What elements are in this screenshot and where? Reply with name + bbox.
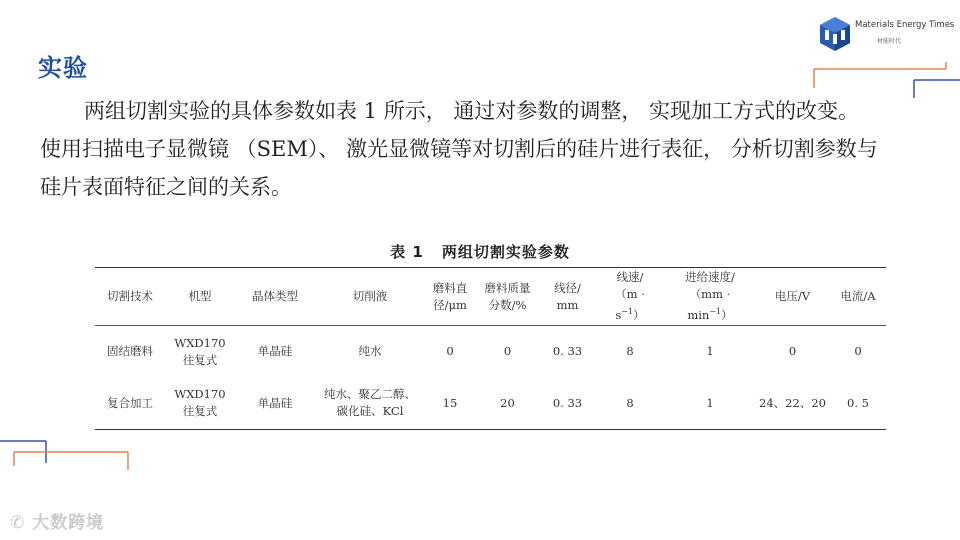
header-cell: 线径/ mm [540, 268, 595, 326]
header-cell: 进给速度/ $(mm \cdot \min^{-1})$ [665, 268, 755, 326]
table-cell: 纯水 [358, 344, 382, 359]
table-cell: 1 [706, 344, 714, 359]
watermark-icon: ✆ [10, 513, 33, 533]
body-paragraph [40, 92, 885, 206]
header-cell: 磨料直 径/μm [425, 268, 475, 326]
table-cell: 0 [854, 344, 862, 359]
header-cell: 磨料质量 分数/% [475, 268, 540, 326]
table-cell: 8 [595, 378, 665, 430]
table-cell: 复合加工 [95, 378, 165, 430]
table-cell: WXD170 往复式 [174, 335, 226, 367]
table-cell: 0 [446, 344, 454, 359]
brand-logo [819, 16, 955, 56]
table-cell: 0. 33 [540, 378, 595, 430]
table-cell: 24、22、20 [755, 378, 830, 430]
header-cell: 电压/V [755, 268, 830, 326]
header-cell: 机型 [165, 268, 235, 326]
logo-subname: 材能时代 [877, 38, 902, 45]
table-cell: 0 [788, 344, 797, 359]
header-cell: 晶体类型 [235, 268, 315, 326]
table-caption [0, 241, 960, 262]
table-cell: 15 [425, 378, 475, 430]
table-cell: 0. 5 [830, 378, 886, 430]
table-row [95, 378, 886, 430]
header-cell: 切割技术 [95, 268, 165, 326]
watermark [10, 508, 104, 533]
parameters-table [95, 267, 886, 430]
logo-name: Materials Energy Times [855, 20, 955, 30]
table-cell: 8 [626, 344, 634, 359]
header-cell: 电流/A [830, 268, 886, 326]
paragraph-text: 两组切割实验的具体参数如表 1 所示， 通过对参数的调整， 实现加工方式的改变。 使用扫描电子显微镜 （SEM）、 激光显微镜等对切割后的硅片进行表征， 分析切割参数与硅片表面特征之间的关系。 [40, 99, 878, 199]
table-cell: 1 [665, 378, 755, 430]
header-cell: 切削液 [315, 268, 425, 326]
section-heading: 实验 [38, 54, 88, 82]
table-cell: 0 [503, 344, 512, 359]
table-header-row [95, 268, 886, 326]
cube-logo-icon [819, 16, 851, 52]
table-cell: 单晶硅 [257, 344, 293, 359]
header-cell: 线速/ $(m \cdot s^{-1})$ [595, 268, 665, 326]
table-cell: 单晶硅 [235, 378, 315, 430]
table-title: 两组切割实验参数 [441, 243, 570, 261]
decor-lines-bottom [0, 436, 140, 476]
table-cell: 20 [475, 378, 540, 430]
table-cell: 固结磨料 [107, 344, 153, 359]
table-row [95, 326, 886, 378]
table-cell: 0. 33 [552, 344, 583, 359]
table-cell: WXD170 往复式 [165, 378, 235, 430]
table-cell: 纯水、聚乙二醇、 碳化硅、KCl [315, 378, 425, 430]
watermark-text: 大数跨境 [32, 513, 105, 533]
table-number: 表 1 [390, 243, 424, 261]
